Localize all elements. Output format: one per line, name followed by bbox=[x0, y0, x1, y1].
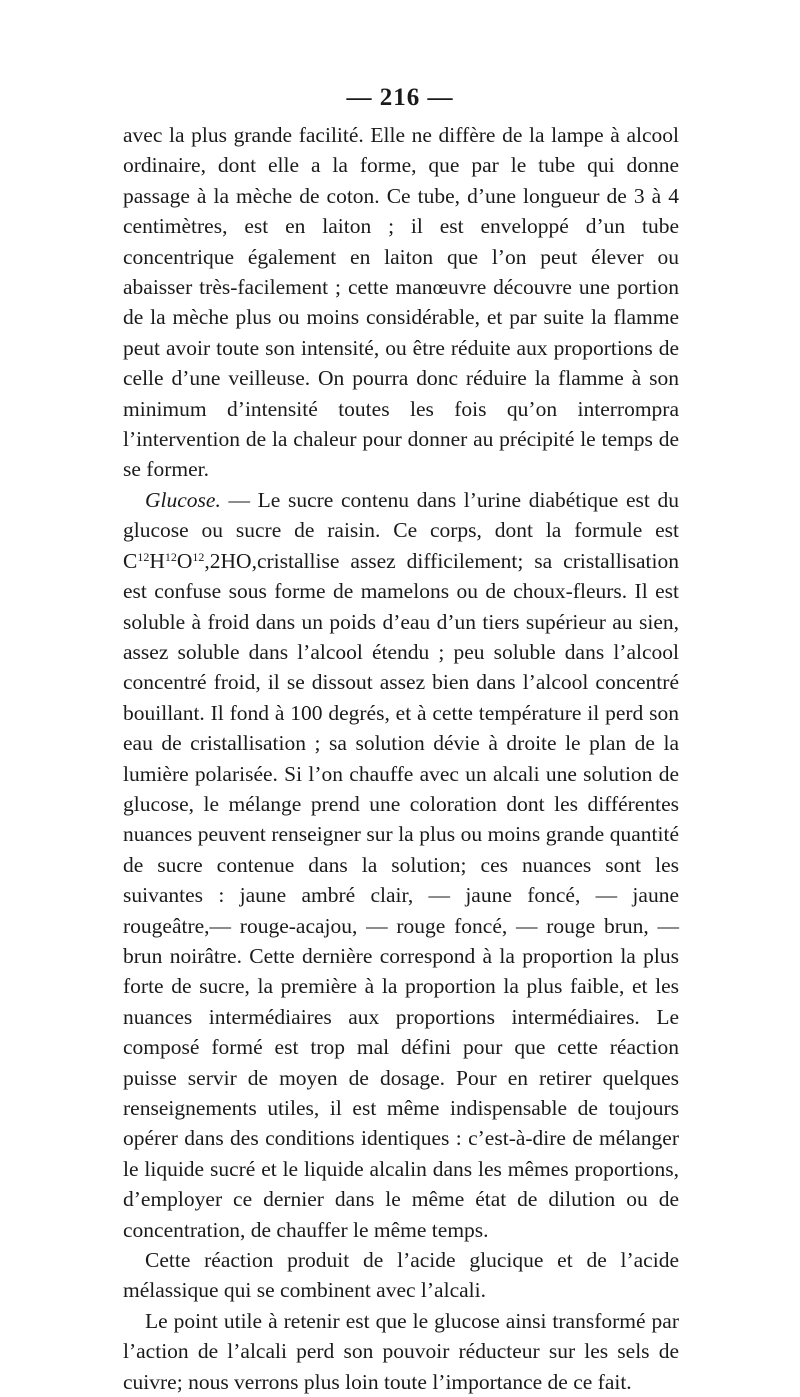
glucose-heading: Glucose. bbox=[145, 487, 221, 512]
glucose-properties-text: cristallise assez difficilement; sa cristallisation est confuse sous forme de mamelons ou de choux-fleurs. Il est soluble à froid dans un poids d’eau d’un tiers supérieur au sien, assez soluble dans l’alcool étendu ; peu soluble dans l’alcool concentré froid, il se dissout assez bien dans l’alcool concentré bouillant. Il fond à 100 degrés, et à cette température il perd son eau de cristallisation ; sa solution dévie à droite le plan de la lumière polarisée. Si l’on chauffe avec un alcali une solution de glucose, le mélange prend une coloration dont les différentes nuances peuvent renseigner sur la plus ou moins grande quantité de sucre contenue dans la solution; ces nuances sont les suivantes : jaune ambré clair, — jaune foncé, — jaune rougeâtre,— rouge-acajou, — rouge foncé, — rouge brun, — brun noirâtre. Cette dernière correspond à la proportion la plus forte de sucre, la première à la proportion la plus faible, et les nuances intermédiaires aux proportions intermédiaires. Le composé formé est trop mal défini pour que cette réaction puisse servir de moyen de dosage. Pour en retirer quelques renseignements utiles, il est même indispensable de toujours opérer dans des conditions identiques : c’est-à-dire de mélanger le liquide sucré et le liquide alcalin dans les mêmes proportions, d’employer ce dernier dans le même état de dilution ou de concentration, de chauffer le même temps. bbox=[123, 548, 679, 1242]
paragraph-glucose bbox=[123, 485, 679, 1245]
paragraph-lamp-description: avec la plus grande facilité. Elle ne diffère de la lampe à alcool ordinaire, dont elle a la forme, que par le tube qui donne passage à la mèche de coton. Ce tube, d’une longueur de 3 à 4 centimètres, est en laiton ; il est enveloppé d’un tube concentrique également en laiton que l’on peut élever ou abaisser très-facilement ; cette manœuvre découvre une portion de la mèche plus ou moins considérable, et par suite la flamme peut avoir toute son intensité, ou être réduite aux proportions de celle d’une veilleuse. On pourra donc réduire la flamme à son minimum d’intensité toutes les fois qu’on interrompra l’intervention de la chaleur pour donner au précipité le temps de se former. bbox=[123, 123, 679, 482]
page-body bbox=[123, 120, 679, 1397]
glucose-intro-text: — Le sucre contenu dans l’urine diabétique est du glucose ou sucre de raisin. Ce corps, dont la formule est bbox=[123, 487, 679, 543]
paragraph-reaction: Cette réaction produit de l’acide glucique et de l’acide mélassique qui se combinent avec l’alcali. bbox=[123, 1248, 679, 1303]
paragraph-conclusion: Le point utile à retenir est que le glucose ainsi transformé par l’action de l’alcali perd son pouvoir réducteur sur les sels de cuivre; nous verrons plus loin toute l’importance de ce fait. bbox=[123, 1308, 679, 1394]
page-number-header: — 216 — bbox=[346, 84, 454, 111]
glucose-formula: $C^{12}H^{12}O^{12},2HO$, bbox=[123, 548, 257, 573]
